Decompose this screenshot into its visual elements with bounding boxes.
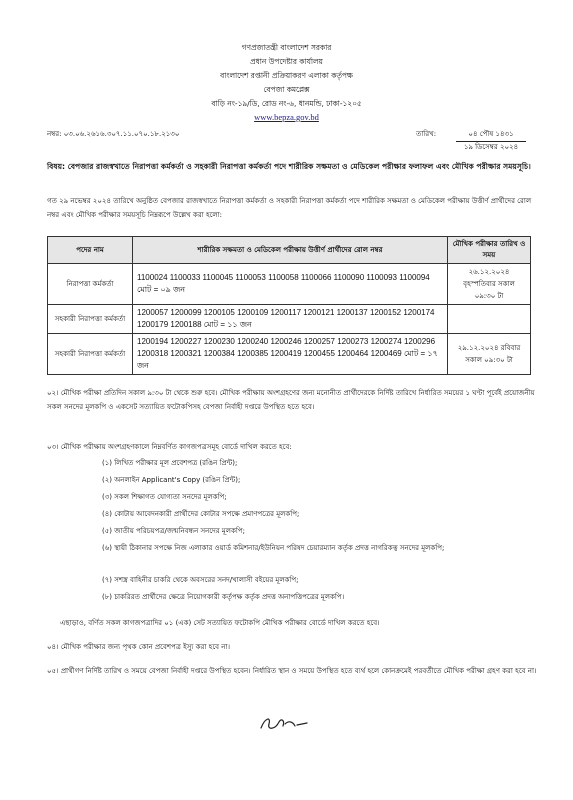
table-header-row — [48, 237, 531, 264]
post-name: সহকারী নিরাপত্তা কর্মকর্তা — [48, 334, 133, 375]
paragraph-03-intro: ০৩। মৌখিক পরীক্ষায় অংশগ্রহণকালে নিম্নবর্ণিত কাগজপত্রসমূহ বোর্ডে দাখিল করতে হবে: — [47, 443, 292, 451]
table-row — [48, 305, 531, 334]
document-item: (৩) সকল শিক্ষাগত যোগ্যতা সনদের মূলকপি; — [102, 493, 227, 501]
roll-numbers: 1200194 1200227 1200230 1200240 1200246 1200257 1200273 1200274 1200296 1200318 1200321 1200384 1200385 1200419 1200455 1200464 1200469 মোট = ১৭ জন — [133, 334, 448, 375]
roll-numbers: 1100024 1100033 1100045 1100053 1100058 1100066 1100090 1100093 1100094 মোট = ০৯ জন — [133, 264, 448, 305]
paragraph-02: ০২। মৌখিক পরীক্ষা প্রতিদিন সকাল ৯:৩০ টা থেকে শুরু হবে। মৌখিক পরীক্ষায় অংশগ্রহণের জন্য মনোনীত প্রার্থীদেরকে নির্দিষ্ট তারিখে নির্ধারিত সময়ের ১ ঘণ্টা পূর্বেই প্রয়োজনীয় সকল সনদের মূলকপি ও একসেট সত্যায়িত ফটোকপিসহ বেপজা নির্বাহী দপ্তরে উপস্থিত হতে হবে। — [47, 389, 535, 411]
signature — [255, 712, 315, 734]
header-rolls: শারীরিক সক্ষমতা ও মেডিকেল পরীক্ষায় উত্তীর্ণ প্রার্থীদের রোল নম্বর — [133, 237, 448, 264]
paragraph-04: ০৪। মৌখিক পরীক্ষার জন্য পৃথক কোন প্রবেশপত্র ইস্যু করা হবে না। — [47, 643, 230, 651]
post-name: সহকারী নিরাপত্তা কর্মকর্তা — [48, 305, 133, 334]
roll-numbers: 1200057 1200099 1200105 1200109 1200117 1200121 1200137 1200152 1200174 1200179 1200188 মোট = ১১ জন — [133, 305, 448, 334]
document-item: (৮) চাকরিরত প্রার্থীদের ক্ষেত্রে নিয়োগকারী কর্তৃপক্ষ কর্তৃক প্রদত্ত অনাপত্তিপত্রের মূলকপি। — [102, 593, 345, 601]
paragraph-03-outro: এছাড়াও, বর্ণিত সকল কাগজপত্রাদির ০১ (এক) সেট সত্যায়িত ফটোকপি মৌখিক পরীক্ষার বোর্ডে দাখিল করতে হবে। — [60, 619, 380, 627]
subject-line: বিষয়: বেপজার রাজস্বখাতে নিরাপত্তা কর্মকর্তা ও সহকারী নিরাপত্তা কর্মকর্তা পদে শারীরিক সক্ষমতা ও মেডিকেল পরীক্ষার ফলাফল এবং মৌখিক পরীক্ষার সময়সূচি। — [47, 162, 531, 171]
document-item: (৪) কোটায় আবেদনকারী প্রার্থীদের কোটার সপক্ষে প্রমাণপত্রের মূলকপি; — [102, 510, 300, 518]
table-row — [48, 334, 531, 375]
date-bangla: ০৪ পৌষ ১৪৩১ — [456, 128, 526, 142]
date-label: তারিখ: — [416, 130, 437, 138]
header-post: পদের নাম — [48, 237, 133, 264]
viva-date: ২৬.১২.২০২৪ বৃহস্পতিবার সকাল ০৯:৩০ টা — [448, 264, 531, 305]
post-name: নিরাপত্তা কর্মকর্তা — [48, 264, 133, 305]
document-item: (৭) সশস্ত্র বাহিনীর চাকরি থেকে অবসরের সনদ/খালাসী বইয়ের মূলকপি; — [102, 576, 299, 584]
header-government: গণপ্রজাতন্ত্রী বাংলাদেশ সরকার — [241, 43, 332, 52]
website-link[interactable]: www.bepza.gov.bd — [254, 112, 319, 122]
memo-number: নম্বর: ০৩.০৬.২৬১৬.৩০৭.১১.০৭০.১৮.২১৩০ — [47, 130, 180, 138]
header-viva-date: মৌখিক পরীক্ষার তারিখ ও সময় — [448, 237, 531, 264]
results-table — [47, 236, 531, 375]
header-address: বাড়ি নং-১৯/ডি, রোড নং-৬, ধানমন্ডি, ঢাকা-১২০৫ — [211, 99, 362, 108]
header-office: প্রধান উপদেষ্টার কার্যালয় — [250, 57, 323, 66]
intro-paragraph: গত ২৯ নভেম্বর ২০২৪ তারিখে অনুষ্ঠিত বেপজার রাজস্বখাতে নিরাপত্তা কর্মকর্তা ও সহকারী নিরাপত্তা কর্মকর্তা পদে শারীরিক সক্ষমতা ও মেডিকেল পরীক্ষায় উত্তীর্ণ প্রার্থীদের রোল নম্বর এবং মৌখিক পরীক্ষার সময়সূচি নিম্নরূপে উল্লেখ করা হলো: — [47, 197, 532, 219]
paragraph-05: ০৫। প্রার্থীগণ নির্দিষ্ট তারিখ ও সময়ে বেপজা নির্বাহী দপ্তরে উপস্থিত হবেন। নির্ধারিত স্থান ও সময়ে উপস্থিত হতে ব্যর্থ হলে কোনক্রমেই পরবর্তীতে মৌখিক পরীক্ষা গ্রহণ করা হবে না। — [47, 667, 537, 675]
viva-date — [448, 305, 531, 334]
header-authority: বাংলাদেশ রপ্তানী প্রক্রিয়াকরণ এলাকা কর্তৃপক্ষ — [220, 71, 353, 80]
document-item: (২) অনলাইন Applicant's Copy (রঙিন প্রিন্ট); — [102, 476, 241, 484]
document-item: (৫) জাতীয় পরিচয়পত্র/জন্মনিবন্ধন সনদের মূলকপি; — [102, 527, 245, 535]
table-row — [48, 264, 531, 305]
header-complex: বেপজা কমপ্লেক্স — [263, 85, 310, 94]
document-item: (১) লিখিত পরীক্ষার মূল প্রবেশপত্র (রঙিন প্রিন্ট); — [102, 459, 238, 467]
document-item: (৬) স্থায়ী ঠিকানার সপক্ষে নিজ এলাকার ওয়ার্ড কমিশনার/ইউনিয়ন পরিষদ চেয়ারম্যান কর্তৃক প্রদত্ত নাগরিকত্ব সনদের মূলকপি; — [102, 544, 445, 552]
viva-date: ২৯.১২.২০২৪ রবিবার সকাল ০৯:৩০ টা — [448, 334, 531, 375]
date-english: ১৯ ডিসেম্বর ২০২৪ — [463, 143, 519, 151]
